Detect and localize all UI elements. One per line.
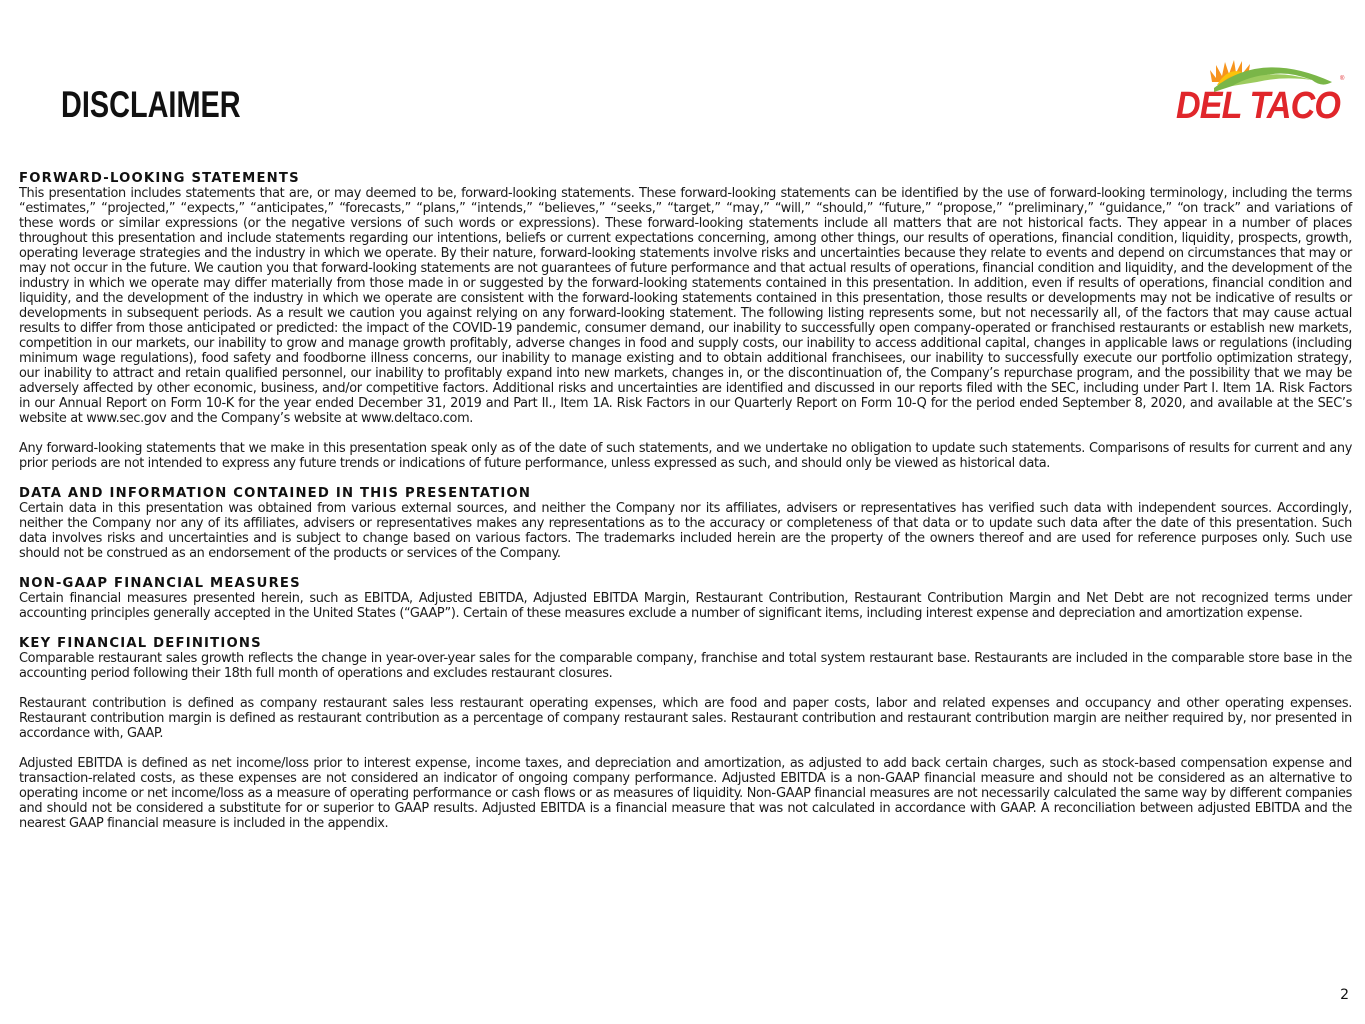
key-definitions-heading: KEY FINANCIAL DEFINITIONS	[19, 636, 262, 651]
non-gaap-heading: NON-GAAP FINANCIAL MEASURES	[19, 576, 301, 591]
forward-looking-paragraph-1: This presentation includes statements that are, or may deemed to be, forward-looking statements. These forward-looking statements can be identified by the use of forward-looking terminology, including the terms “estimates,” “projected,” “expects,” “anticipates,” “forecasts,” “plans,” “intends,” “believes,” “seeks,” “target,” “may,” “will,” “should,” “future,” “propose,” “preliminary,” “guidance,” “on track” and variations of these words or similar expressions (or the negative versions of such words or expressions). These forward-looking statements include all matters that are not historical facts. They appear in a number of places throughout this presentation and include statements regarding our intentions, beliefs or current expectations concerning, among other things, our results of operations, financial condition, liquidity, prospects, growth, operating leverage strategies and the industry in which we operate. By their nature, forward-looking statements involve risks and uncertainties because they relate to events and depend on circumstances that may or may not occur in the future. We caution you that forward-looking statements are not guarantees of future performance and that actual results of operations, financial condition and liquidity, and the development of the industry in which we operate may differ materially from those made in or suggested by the forward-looking statements contained in this presentation. In addition, even if results of operations, financial condition and liquidity, and the development of the industry in which we operate are consistent with the forward-looking statements contained in this presentation, those results or developments may not be indicative of results or developments in subsequent periods. As a result we caution you against relying on any forward-looking statement. The following listing represents some, but not necessarily all, of the factors that may cause actual results to differ from those anticipated or predicted: the impact of the COVID-19 pandemic, consumer demand, our inability to successfully open company-operated or franchised restaurants or establish new markets, competition in our markets, our inability to grow and manage growth profitably, adverse changes in food and supply costs, our inability to access additional capital, changes in applicable laws or regulations (including minimum wage regulations), food safety and foodborne illness concerns, our inability to manage existing and to obtain additional franchisees, our inability to successfully execute our portfolio optimization strategy, our inability to attract and retain qualified personnel, our inability to profitably expand into new markets, changes in, or the discontinuation of, the Company’s repurchase program, and the possibility that we may be adversely affected by other economic, business, and/or competitive factors. Additional risks and uncertainties are identified and discussed in our reports filed with the SEC, including under Part I. Item 1A. Risk Factors in our Annual Report on Form 10-K for the year ended December 31, 2019 and Part II., Item 1A. Risk Factors in our Quarterly Report on Form 10-Q for the period ended September 8, 2020, and available at the SEC’s website at www.sec.gov and the Company’s website at www.deltaco.com.	[19, 186, 1352, 426]
del-taco-logo	[1172, 30, 1347, 125]
page-title: DISCLAIMER	[61, 84, 241, 125]
forward-looking-heading: FORWARD-LOOKING STATEMENTS	[19, 171, 300, 186]
key-definitions-paragraph-1: Comparable restaurant sales growth reflects the change in year-over-year sales for the comparable company, franchise and total system restaurant base. Restaurants are included in the comparable store base in the accounting period following their 18th full month of operations and excludes restaurant closures.	[19, 651, 1352, 681]
svg-text:®: ®	[1340, 76, 1345, 82]
forward-looking-paragraph-2: Any forward-looking statements that we make in this presentation speak only as of the date of such statements, and we undertake no obligation to update such statements. Comparisons of results for current and any prior periods are not intended to express any future trends or indications of future performance, unless expressed as such, and should only be viewed as historical data.	[19, 441, 1352, 471]
logo-text: DEL TACO	[1176, 85, 1341, 125]
key-definitions-paragraph-3: Adjusted EBITDA is defined as net income/loss prior to interest expense, income taxes, and depreciation and amortization, as adjusted to add back certain charges, such as stock-based compensation expense and transaction-related costs, as these expenses are not considered an indicator of ongoing company performance. Adjusted EBITDA is a non-GAAP financial measure and should not be considered as an alternative to operating income or net income/loss as a measure of operating performance or cash flows or as measures of liquidity. Non-GAAP financial measures are not necessarily calculated the same way by different companies and should not be considered a substitute for or superior to GAAP results. Adjusted EBITDA is a financial measure that was not calculated in accordance with GAAP. A reconciliation between adjusted EBITDA and the nearest GAAP financial measure is included in the appendix.	[19, 756, 1352, 831]
data-information-paragraph: Certain data in this presentation was obtained from various external sources, and neither the Company nor its affiliates, advisers or representatives has verified such data with independent sources. Accordingly, neither the Company nor any of its affiliates, advisers or representatives makes any representations as to the accuracy or completeness of that data or to update such data after the date of this presentation. Such data involves risks and uncertainties and is subject to change based on various factors. The trademarks included herein are the property of the owners thereof and are used for reference purposes only. Such use should not be construed as an endorsement of the products or services of the Company.	[19, 501, 1352, 561]
page-number: 2	[1340, 987, 1349, 1003]
non-gaap-paragraph: Certain financial measures presented herein, such as EBITDA, Adjusted EBITDA, Adjusted EBITDA Margin, Restaurant Contribution, Restaurant Contribution Margin and Net Debt are not recognized terms under accounting principles generally accepted in the United States (“GAAP”). Certain of these measures exclude a number of significant items, including interest expense and depreciation and amortization expense.	[19, 591, 1352, 621]
data-information-heading: DATA AND INFORMATION CONTAINED IN THIS PRESENTATION	[19, 486, 532, 501]
disclaimer-body	[19, 171, 1352, 831]
key-definitions-paragraph-2: Restaurant contribution is defined as company restaurant sales less restaurant operating expenses, which are food and paper costs, labor and related expenses and occupancy and other operating expenses. Restaurant contribution margin is defined as restaurant contribution as a percentage of company restaurant sales. Restaurant contribution and restaurant contribution margin are neither required by, nor presented in accordance with, GAAP.	[19, 696, 1352, 741]
